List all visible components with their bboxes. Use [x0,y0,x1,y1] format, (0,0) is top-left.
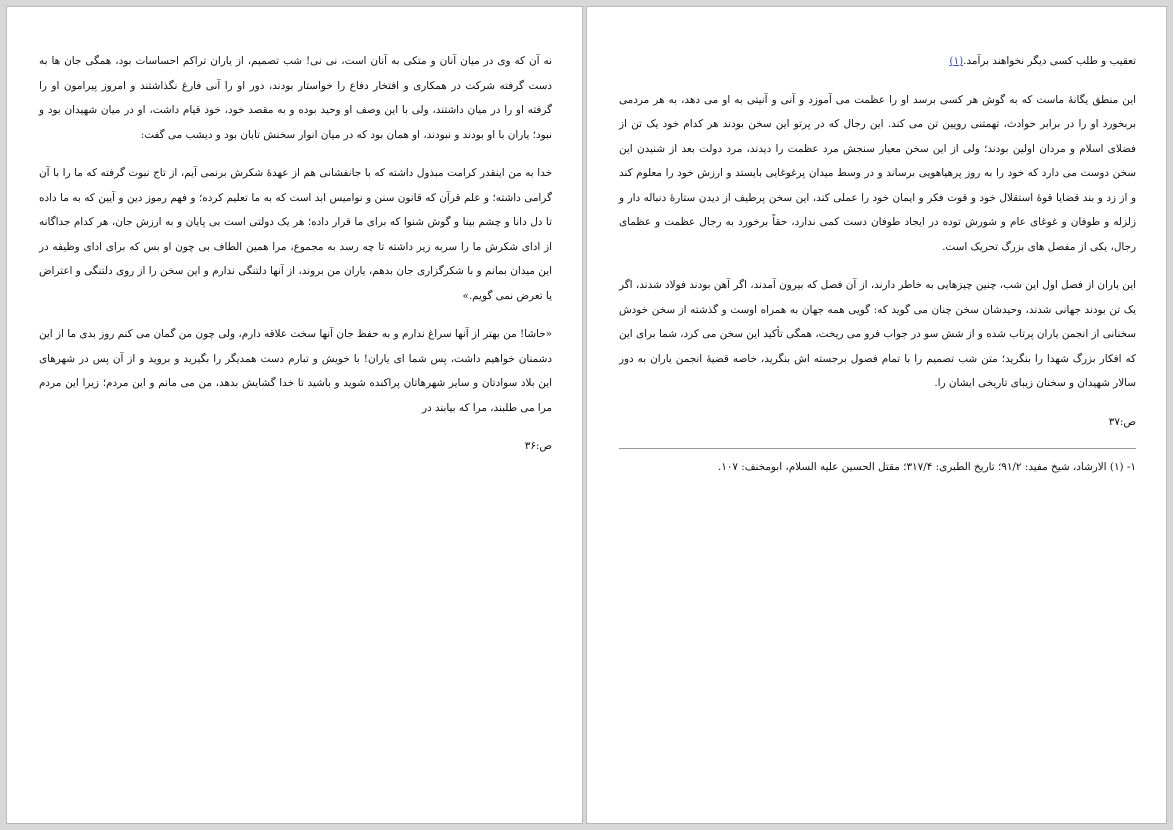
paragraph: این یاران از فصل اول این شب، چنین چیزهایی به خاطر دارند، از آن فصل که بیرون آمدند، اگر آهن بودند فولاد شدند، اگر یک تن بودند جهانی شدند، وحیدشان سخن چنان می گوید که: گویی همه جهان به همراه اوست و گذشته از سخن خودش سخنانی از انجمن یاران پرتاب شده و از شش سو در جواب فرو می ریخت، همگی تأکید این سخن می کرد، شما برای این که افکار بزرگ شهدا را بنگرید؛ متن شب تصمیم را با تمام فصول برجسته اش بنگرید، خاصه قضیهٔ انجمن یاران به دور سالار شهیدان و سخنان زیبای تاریخی ایشان را. [619,279,1136,389]
footnote: ۱- (۱) الارشاد، شیخ مفید: ۹۱/۲؛ تاریخ الطبری: ۳۱۷/۴؛ مقتل الحسین علیه السلام، ابومخنف: ۱۰۷. [717,461,1136,473]
right-page-content [619,49,1136,491]
first-line-text: تعقیب و طلب کسی دیگر نخواهند برآمد. [963,55,1136,67]
paragraph: خدا به من اینقدر کرامت مبذول داشته که با جانفشانی هم از عهدهٔ شکرش برنمی آیم، از تاج نبوت گرفته که ما را با آن گرامی داشته؛ و علم قرآن که قانون سنن و نوامیس ابد است که به ما تعلیم کرده؛ و فهم رموز دین و آیین که به ما داده تا دل دانا و چشم بینا و گوش شنوا که برای ما قرار داده؛ هر یک دولتی است بی پایان و به ارزش جان، هر کدام جداگانه از ادای شکرش ما را سربه زیر داشته تا چه رسد به مجموع، مرا همین الطاف بی چون او بس که برای ادای وظیفه در این میدان بمانم و با شکرگزاری جان بدهم، یاران من بروند، از آنها دلتنگی ندارم و این سخن را از روی دلتنگی و اعتراض یا تعرض نمی گویم.» [39,167,552,302]
paragraph: «حاشا! من بهتر از آنها سراغ ندارم و به حفظ جان آنها سخت علاقه دارم، ولی چون من گمان می کنم روز بدی ما از این دشمنان خواهیم داشت، پس شما ای یاران! با خویش و تبارم دست همدیگر را بگیرید و بروید و از آن پس در شهرهای این بلاد سوادتان و سایر شهرهاتان پراکنده شوید و باشید تا خدا گشایش بدهد، من می مانم و این مردم؛ زیرا این مردم مرا می طلبند، مرا که بیابند در [39,328,552,414]
footnote-link[interactable]: (۱) [949,55,964,67]
page-number: ص:۳۷ [1108,415,1136,428]
paragraph: این منطق یگانهٔ ماست که به گوش هر کسی برسد او را عظمت می آموزد و آنی و آنیتی به او می دهد، به هر مردمی بربخورد او را در برابر حوادث، تهمتنی رویین تن می کند. این رجال که در پرتو این سخن بودند هر کدام خود یک تن از فضلای اسلام و مردان اولین بودند؛ ولی از این سخن معیار سنجش مرد عظمت را دیدند، مرد دولت بعد از شنیدن این سخن دوست می دارد که خود را به روز پرهیاهویی برساند و در وسط میدان پرغوغایی بایستد و ارزش خود را معلوم کند و از زد و بند قضایا قوهٔ استقلال خود و قوت فکر و ایمان خود را عملی کند، این سخن پرطیف از دیدن ستارهٔ دنباله دار و زلزله و طوفان و غوغای عام و شورش توده در ایجاد طوفان دست کمی ندارد، حقاً برخورد به رجال عظمت و عظمای رجال، یکی از مفصل های بزرگ تحریک است. [619,93,1136,253]
left-page [6,6,583,824]
footnote-divider [619,448,1136,449]
left-page-content [39,49,552,473]
paragraph: نه آن که وی در میان آنان و متکی به آنان است، نی نی! شب تصمیم، از یاران تراکم احساسات بود، همگی جان ها به دست گرفته شرکت در همکاری و افتخار دفاع را خواستار بودند، دور او را آنی فارغ نگذاشتند و امروز پیرامون او را گرفته او را در میان داشتند، ولی با این وصف او وحید بوده و به مقصد خود، خود قیام داشت، او در میان شهیدان بود و نبود؛ یاران با او بودند و نبودند، او همان بود که در میان انوار سخنش تابان بود و دیشب می گفت: [39,55,552,141]
page-number: ص:۳۶ [524,440,552,452]
first-line [619,49,1136,74]
right-page [586,6,1167,824]
